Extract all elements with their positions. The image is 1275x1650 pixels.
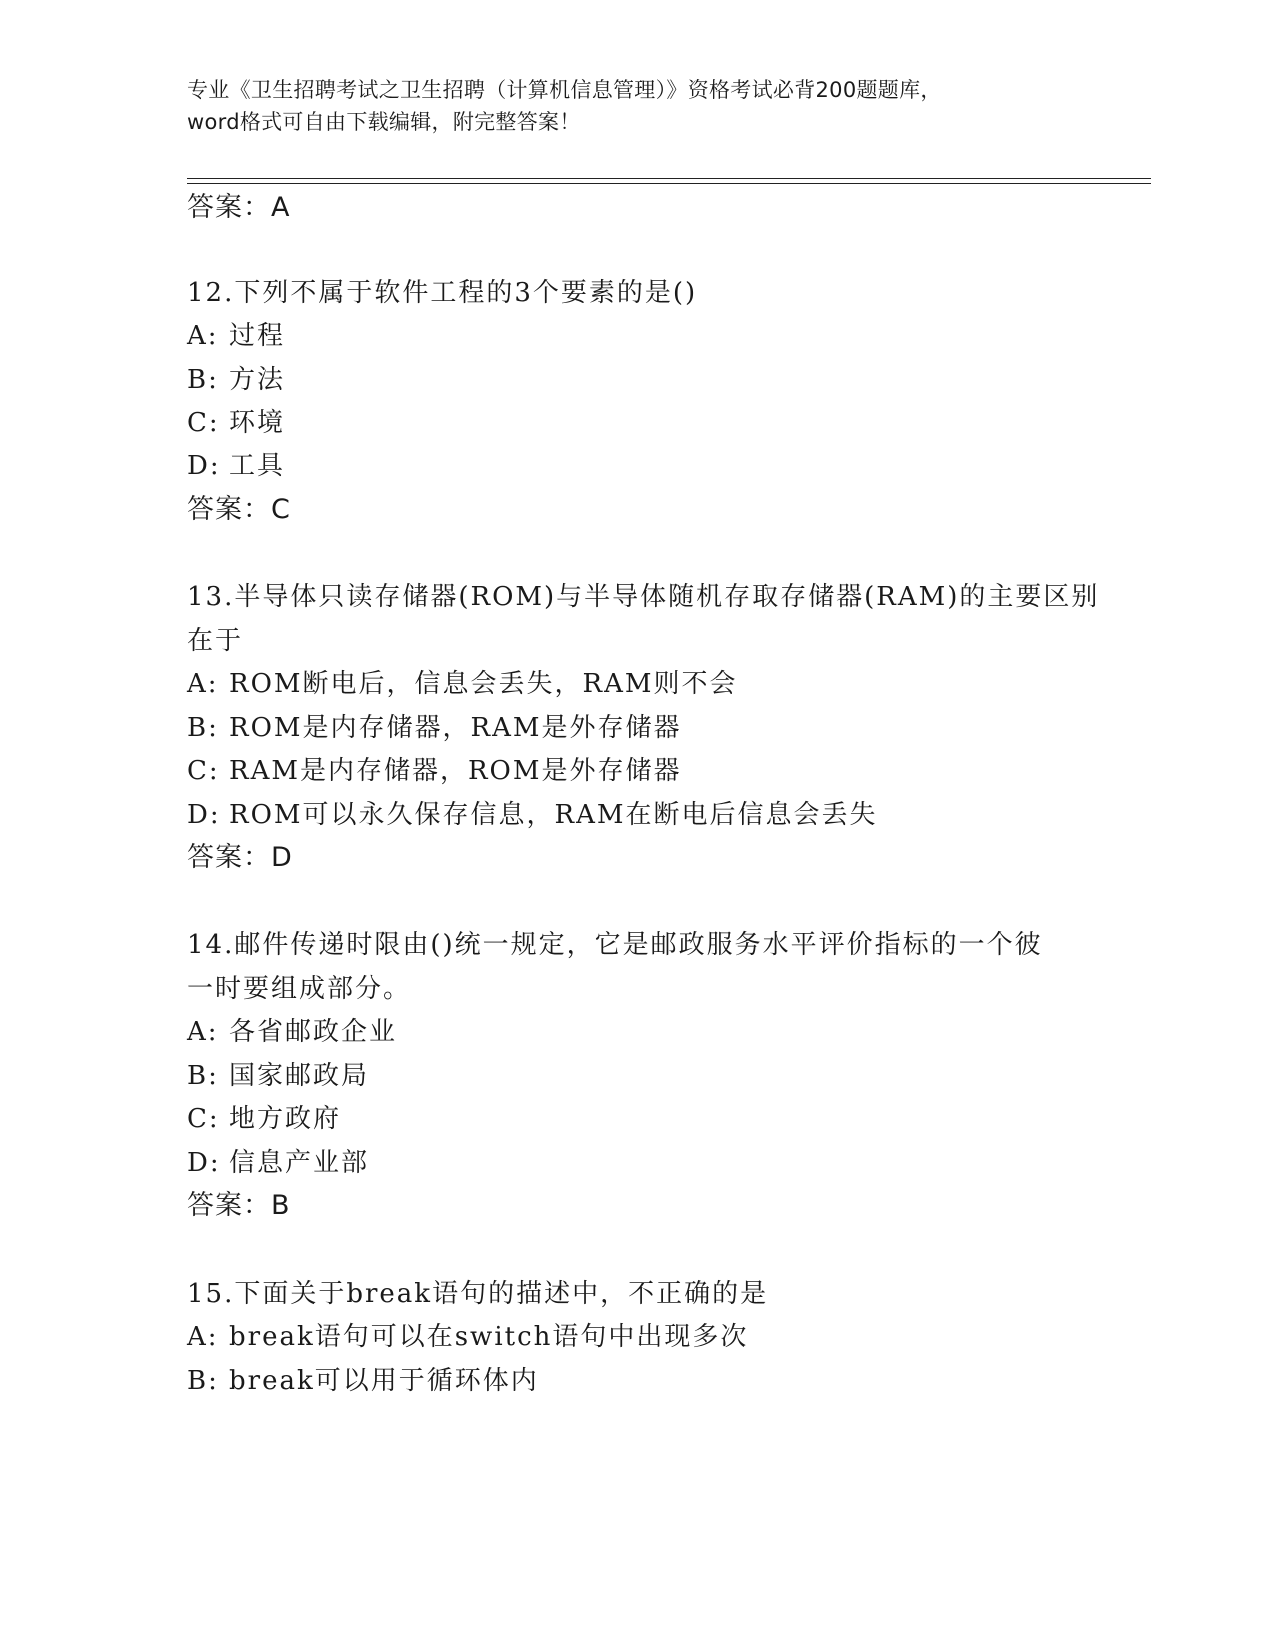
option-text: ROM可以永久保存信息，RAM在断电后信息会丢失 — [229, 800, 878, 830]
option-c — [187, 753, 682, 789]
answer-prefix: 答案： — [187, 842, 271, 873]
question-stem: 15.下面关于break语句的描述中，不正确的是 — [187, 1279, 769, 1309]
option-text: RAM是内存储器，ROM是外存储器 — [229, 756, 682, 786]
option-d — [187, 448, 285, 484]
option-text: 各省邮政企业 — [229, 1017, 398, 1047]
header-rule-bottom — [187, 183, 1151, 184]
option-label: D: — [187, 1148, 221, 1178]
question-stem-continued: 一时要组成部分。 — [187, 974, 412, 1004]
header-rule-top — [187, 178, 1151, 179]
option-a — [187, 1014, 397, 1050]
question-stem: 14.邮件传递时限由()统一规定，它是邮政服务水平评价指标的一个彼 — [187, 930, 1043, 960]
option-label: D: — [187, 800, 221, 830]
option-b — [187, 1058, 369, 1094]
header-line-1: 专业《卫生招聘考试之卫生招聘（计算机信息管理）》资格考试必背200题题库， — [187, 78, 942, 102]
answer-value: B — [271, 1190, 291, 1221]
option-a — [187, 666, 738, 702]
answer-line — [187, 190, 290, 226]
option-label: B: — [187, 1366, 219, 1396]
answer-prefix: 答案： — [187, 192, 271, 223]
option-text: ROM是内存储器，RAM是外存储器 — [229, 713, 682, 743]
answer-prefix: 答案： — [187, 494, 271, 525]
option-text: 过程 — [229, 321, 286, 351]
question-stem: 13.半导体只读存储器(ROM)与半导体随机存取存储器(RAM)的主要区别 — [187, 582, 1100, 612]
option-label: A: — [187, 1322, 219, 1352]
option-label: C: — [187, 756, 220, 786]
answer-value: C — [271, 494, 291, 525]
option-c — [187, 1101, 341, 1137]
answer-value: D — [271, 842, 293, 873]
option-label: A: — [187, 1017, 219, 1047]
option-d — [187, 1145, 369, 1181]
option-label: C: — [187, 408, 220, 438]
question-stem-continued: 在于 — [187, 626, 244, 656]
option-label: B: — [187, 365, 219, 395]
answer-line — [187, 840, 293, 876]
answer-prefix: 答案： — [187, 1190, 271, 1221]
option-text: ROM断电后，信息会丢失，RAM则不会 — [229, 669, 738, 699]
option-d — [187, 797, 878, 833]
option-text: break可以用于循环体内 — [229, 1366, 539, 1396]
option-text: 地方政府 — [229, 1104, 342, 1134]
question-stem: 12.下列不属于软件工程的3个要素的是() — [187, 278, 698, 308]
option-a — [187, 318, 285, 354]
option-text: 工具 — [229, 451, 286, 481]
answer-line — [187, 1188, 291, 1224]
option-label: A: — [187, 321, 219, 351]
document-header — [187, 74, 1087, 138]
option-label: B: — [187, 1061, 219, 1091]
option-c — [187, 405, 285, 441]
option-text: 国家邮政局 — [229, 1061, 370, 1091]
answer-value: A — [271, 192, 291, 223]
option-label: C: — [187, 1104, 220, 1134]
option-text: 环境 — [229, 408, 286, 438]
option-text: break语句可以在switch语句中出现多次 — [229, 1322, 749, 1352]
option-text: 方法 — [229, 365, 286, 395]
answer-line — [187, 492, 291, 528]
option-label: A: — [187, 669, 219, 699]
option-a — [187, 1319, 748, 1355]
option-label: D: — [187, 451, 221, 481]
option-b — [187, 710, 682, 746]
header-line-2: word格式可自由下载编辑，附完整答案！ — [187, 110, 581, 134]
option-text: 信息产业部 — [229, 1148, 370, 1178]
option-label: B: — [187, 713, 219, 743]
option-b — [187, 1363, 539, 1399]
option-b — [187, 362, 285, 398]
